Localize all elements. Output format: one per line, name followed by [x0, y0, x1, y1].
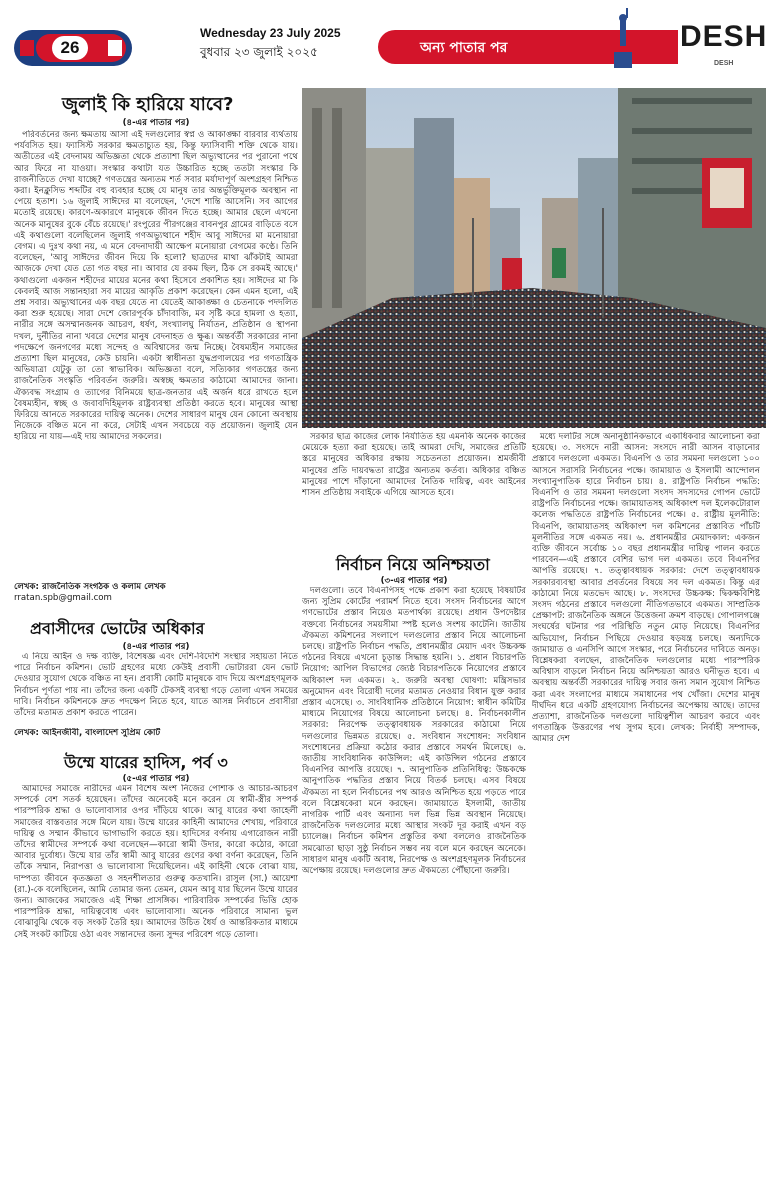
caption-article-text: সরকার ছাত্র কাজের লোক নির্যাতিত হয় এমনকি অনেক কাজের মেয়েকে হত্যা করা হয়েছে। তাই আমরা দেখি, সমাজের প্রতিটি স্তরে মানুষের অধিকার রক্ষায় সচেতনতা প্রয়োজন। শ্রমজীবী মানুষের প্রতি দায়বদ্ধতা রাষ্ট্রের অন্যতম কর্তব্য। অধিকার বঞ্চিত মানুষের পাশে দাঁড়ানো আমাদের নৈতিক দায়িত্ব, এবং আইনের শাসন প্রতিষ্ঠায় সবাইকে এগিয়ে আসতে হবে। [302, 432, 526, 499]
umme-article-title: উম্মে যারের হাদিস, পর্ব ৩ [64, 753, 228, 772]
expat-article-text: এ নিয়ে আইন ও দক্ষ ব্যক্তি, বিশেষজ্ঞ এবং দেশি-বিদেশি সংস্থার সহায়তা নিতে পারে নির্বাচন কমিশন। ভোট গ্রহণের মধ্যে কেউই প্রবাসী ভোটাররা যেন ভোট দেওয়ার সুযোগ থেকে বঞ্চিত না হন। প্রবাসী কোটি মানুষকে বাদ দিয়ে অংশগ্রহণমূলক নির্বাচন পূর্ণতা পায় না। তাঁদের জন্য একটি টেকসই ব্যবস্থা গড়ে তোলা এখন সময়ের দাবি। নির্বাচন কমিশনকে দ্রুত পদক্ষেপ নিতে হবে, যাতে আসন্ন নির্বাচনে প্রবাসীরা তাঁদের মতামত প্রকাশ করতে পারেন। [14, 652, 298, 719]
section-title: অন্য পাতার পর [420, 40, 508, 56]
july-article-continued: (৪-এর পাতার পর) [122, 118, 190, 128]
expat-article-body [14, 652, 298, 728]
expat-article-continued: (৪-এর পাতার পর) [122, 642, 190, 652]
expat-article-footer [14, 728, 298, 740]
expat-article-author: লেখক: আইনজীবী, বাংলাদেশ সুপ্রিম কোর্ট [14, 728, 161, 738]
rally-photo-image [302, 88, 766, 428]
page-number: 26 [52, 36, 88, 60]
election-article-title: নির্বাচন নিয়ে অনিশ্চয়তা [336, 555, 490, 574]
july-article-text: পরিবর্তনের জন্য ক্ষমতায় আসা এই দলগুলোর স্বপ্ন ও আকাঙ্ক্ষা বারবার ব্যর্থতায় পর্যবসিত হয়। ফ্যাসিস্ট সরকার ক্ষমতাচ্যুত হয়, কিন্তু ফ্যাসিবাদী শক্তি থেকে যায়। অতীতের এই বেদনাময় অভিজ্ঞতা থেকে প্রত্যাশা ছিল অভ্যুত্থানের পর পুরানো পথে আর ফিরে না যাওয়া। সংস্কার কথাটা যত উচ্চারিত হচ্ছে ততটা সংস্কার কি রাজনীতিতে দেখা যাচ্ছে? গণতন্ত্রের অন্যতম শর্ত সবার মর্যাদাপূর্ণ অংশগ্রহণ নিশ্চিত করা। ইনক্লুসিভ শব্দটির বহু ব্যবহার হচ্ছে যে মানুষ তার অন্তর্ভুক্তিমূলক অবস্থান না পেয়ে হতাশ। ১৬ জুলাই সাঈদের মা বলেছেন, 'দেশে শান্তি আসেনি। সব আগের মতোই রয়েছে। কারণে-অকারণে মানুষকে জীবন দিতে হচ্ছে। আমার ছেলে এখনো অনেক মানুষের বুকে বেঁচে রয়েছে।' রংপুরের পীরগঞ্জের বাবনপুর গ্রামের বাড়িতে বসে এই কথাগুলো বলেছিলেন জুলাই গণঅভ্যুত্থানে শহীদ আবু সাঈদের মা মনোয়ারা বেগম। এ দুঃখ কথা নয়, এ মনে বেদনাদায়ী আক্ষেপ মনোয়ারা বেগমের কণ্ঠে। তিনি বলেছেন, 'আবু সাঈদের জীবন দিয়ে কি হলো? ছাত্রদের মাথা ঝাঁকটাই আমরা আজকে দেখা যেত তো গত বছর না। আবার যে রকম ছিল, ঠিক সে রকমই আছে।' কথাগুলো একজন শহীদের মায়ের মনের কথা হিসেবে প্রকাশিত হয়। সাঈদের মা কি কেবলই আজ সন্তানহারা সব মায়ের আকৃতি প্রকাশ করেছেন। কেন এমন হলো, এই প্রশ্ন সবার। অভ্যুত্থানের এক বছর যেতে না যেতেই আকাঙ্ক্ষা ও চেতনাকে পদদলিত করা শুরু হয়েছে। সারা দেশে জোরপূর্বক চাঁদাবাজি, মব সৃষ্টি করে হামলা ও হত্যা, নারীর সঙ্গে অসম্মানজনক আচরণ, ধর্ষণ, সংখ্যালঘু নির্যাতন, প্রতিষ্ঠান ও স্থাপনা দখল, দুর্নীতির নানা খবরে দেশের মানুষ বেদনাহত ও ক্ষুব্ধ। অন্তর্বর্তী সরকারের নানা পদক্ষেপে জনগণের মধ্যে সন্দেহ ও অবিশ্বাসের জন্ম নিচ্ছে। বৈষম্যহীন সমাজের প্রত্যাশা ছিল মানুষের, কেউ চায়নি। একটা স্বাধীনতা যুদ্ধপ্রণালয়ের পর গণতান্ত্রিক অভিযাত্রা যেটুকু তা তো স্বাভাবিক। অভিজ্ঞতা বলে, সত্যিকার গণতন্ত্রের জন্য রাজনৈতিক সংস্কৃতি পরিবর্তন জরুরি। অস্বচ্ছ ক্ষমতার কাঠামো আমাদের জানা। ঐক্যবদ্ধ সংগ্রাম ও ত্যাগের বিনিময়ে ছাত্র-জনতার এই অর্জন ধরে রাখতে হলে বৈষম্যহীন, স্বচ্ছ ও জবাবদিহিমূলক রাষ্ট্রব্যবস্থা প্রতিষ্ঠা করতে হবে। মানুষের আস্থা ফিরিয়ে আনতে সরকারের দায়িত্ব অনেক। দেশের সাধারণ মানুষ যেন কোনো অবস্থায় নিজেকে বঞ্চিত মনে না করে, সেটাই এখন সবচেয়ে বড় প্রয়োজন। জুলাই যেন হারিয়ে না যায়—এই দায় আমাদের সকলের। [14, 130, 298, 443]
badge-stripe-left [20, 40, 34, 56]
july-article-email: rratan.spb@gmail.com [14, 593, 112, 604]
election-article-continued: (৩-এর পাতার পর) [380, 576, 448, 586]
masthead-logo-sub: DESH [714, 60, 734, 67]
umme-article-body [14, 784, 298, 1182]
date-bangla: বুধবার ২৩ জুলাই ২০২৫ [200, 45, 318, 59]
rally-photo [302, 88, 766, 428]
july-article-body [14, 130, 298, 580]
election-article-body [302, 586, 526, 1182]
caption-article-body [302, 432, 526, 536]
july-article-title: জুলাই কি হারিয়ে যাবে? [62, 94, 234, 115]
page-header [0, 0, 770, 82]
umme-article-continued: (৫-এর পাতার পর) [122, 774, 190, 784]
expat-article-title: প্রবাসীদের ভোটের অধিকার [30, 619, 205, 638]
july-article-footer [14, 582, 298, 608]
date-english: Wednesday 23 July 2025 [200, 26, 341, 40]
statue-of-liberty-icon [612, 8, 634, 68]
umme-article-text: আমাদের সমাজে নারীদের এমন বিশেষ অংশ নিজের পোশাক ও আচার-আচরণ সম্পর্কে বেশ সতর্ক হয়েছেন। তাঁদের অনেকেই মনে করেন যে স্বামী-স্ত্রীর সম্পর্ক পারস্পরিক শ্রদ্ধা ও ভালোবাসার ওপর দাঁড়িয়ে থাকে। আবু যারের কথা জাহেলী সমাজের বাস্তবতার সঙ্গে মিলে যায়। উম্মে যারের কাহিনী আমাদের শেখায়, পরিবারে দায়িত্ব ও সম্মান কীভাবে ভাগাভাগি করতে হয়। হাদিসের বর্ণনায় এগারোজন নারী তাঁদের স্বামীদের সম্পর্কে কথা বলেছেন—কারো স্বামী উদার, কারো কঠোর, কারো আবার দুর্বোধ্য। উম্মে যার তাঁর স্বামী আবু যারের গুণের কথা বর্ণনা করেছেন, তিনি তাঁকে সম্মান, নিরাপত্তা ও ভালোবাসা দিয়েছিলেন। এই কাহিনী থেকে বোঝা যায়, দাম্পত্য জীবনে কৃতজ্ঞতা ও সহনশীলতার গুরুত্ব কতখানি। রাসুল (সা.) আয়েশা (রা.)-কে বলেছিলেন, আমি তোমার জন্য তেমন, যেমন আবু যার ছিলেন উম্মে যারের জন্য। আজকের সমাজেও এই শিক্ষা প্রাসঙ্গিক। পারিবারিক সম্পর্কের ভিত্তি হোক পারস্পরিক শ্রদ্ধা, দায়িত্ববোধ এবং ভালোবাসা। অনেক পরিবারে সামান্য ভুল বোঝাবুঝি থেকে বড় সংকট তৈরি হয়। আমাদের উচিত ধৈর্য ও আন্তরিকতার মাধ্যমে সেই সংকট কাটিয়ে ওঠা এবং সন্তানদের জন্য সুন্দর পরিবেশ গড়ে তোলা। [14, 784, 298, 940]
badge-stripe-right [108, 40, 122, 56]
right-column-body [532, 432, 760, 1182]
july-article-author: লেখক: রাজনৈতিক সংগঠক ও কলাম লেখক [14, 582, 166, 592]
right-column-text: মধ্যে দলটির সঙ্গে অনানুষ্ঠানিকভাবে একাধিকবার আলোচনা করা হয়েছে। ৩. সংসদে নারী আসন: সংসদে নারী আসন বাড়ানোর প্রস্তাবে দলগুলো একমত। বিএনপি ও তার সমমনা দলগুলো ১০০ আসনে সরাসরি নির্বাচনের পক্ষে। জামায়াত ও ইসলামী আন্দোলন সংখ্যানুপাতিক হারে নির্বাচন চায়। ৪. রাষ্ট্রপতি নির্বাচন পদ্ধতি: বিএনপি ও তার সমমনা দলগুলো সংসদ সদস্যদের গোপন ভোটে রাষ্ট্রপতি নির্বাচনের পক্ষে। জামায়াতসহ অধিকাংশ দল ইলেকটোরাল কলেজ পদ্ধতিতে রাষ্ট্রপতি নির্বাচনের পক্ষে। ৫. রাষ্ট্রীয় মূলনীতি: বিএনপি, জামায়াতসহ অধিকাংশ দল কমিশনের প্রস্তাবিত পাঁচটি মূলনীতির সঙ্গে একমত নয়। ৬. প্রধানমন্ত্রীর মেয়াদকাল: একজন ব্যক্তি জীবনে সর্বোচ্চ ১০ বছর প্রধানমন্ত্রীর দায়িত্ব পালন করতে পারবেন—এই প্রস্তাবে বেশির ভাগ দল একমত। তবে বিএনপির আপত্তি রয়েছে। ৭. তত্ত্বাবধায়ক সরকার: দেশে তত্ত্বাবধায়ক সরকারব্যবস্থা আবার প্রবর্তনের বিষয়ে সব দল একমত। কিন্তু এর কাঠামো নিয়ে মতভেদ আছে। ৮. সংসদের উচ্চকক্ষ: দ্বিকক্ষবিশিষ্ট সংসদ গঠনের প্রস্তাবে দলগুলো নীতিগতভাবে একমত। সাম্প্রতিক প্রেক্ষাপট: রাজনৈতিক অঙ্গনে উত্তেজনা ক্রমশ বাড়ছে। গোপালগঞ্জে সংঘর্ষের ঘটনার পর পরিস্থিতি নতুন মোড় নিয়েছে। বিএনপির অভিযোগ, নির্বাচন পিছিয়ে দেওয়ার ষড়যন্ত্র চলছে। অন্যদিকে জামায়াত ও এনসিপি আগে সংস্কার, পরে নির্বাচনের দাবিতে অনড়। বিশ্লেষকরা বলছেন, রাজনৈতিক দলগুলোর মধ্যে পারস্পরিক অবিশ্বাস বাড়লে নির্বাচন নিয়ে অনিশ্চয়তা আরও ঘনীভূত হবে। এ অবস্থায় অন্তর্বর্তী সরকারের দায়িত্ব সবার জন্য সমান সুযোগ নিশ্চিত করা এবং সংলাপের মাধ্যমে সমাধানের পথ খোঁজা। দেশের মানুষ দীর্ঘদিন ধরে একটি গ্রহণযোগ্য নির্বাচনের অপেক্ষায় আছে। তাদের প্রত্যাশা, রাজনৈতিক দলগুলো দায়িত্বশীল আচরণ করবে এবং গণতান্ত্রিক উত্তরণের পথ সুগম হবে। লেখক: নির্বাহী সম্পাদক, আমার দেশ [532, 432, 760, 745]
election-article-text: দলগুলো। তবে বিএনপিসহ পক্ষে প্রকাশ করা হয়েছে বিষয়টির জন্য সুপ্রিম কোর্টের পরামর্শ নিতে হবে। সংসদ নির্বাচনের আগে গণভোটের প্রস্তাব নিয়েও মতপার্থক্য রয়েছে। প্রধান উপদেষ্টার বক্তব্যে নির্বাচনের সময়সীমা স্পষ্ট হলেও সংশয় কাটেনি। জাতীয় ঐকমত্য কমিশনের সংলাপে দলগুলোর প্রস্তাব নিয়ে আলোচনা চলছে। রাষ্ট্রপতি নির্বাচন পদ্ধতি, প্রধানমন্ত্রীর মেয়াদ এবং উচ্চকক্ষ গঠনের বিষয়ে এখনো চূড়ান্ত সিদ্ধান্ত হয়নি। ১. প্রধান বিচারপতি নিয়োগ: আপিল বিভাগের জ্যেষ্ঠ বিচারপতিকে নিয়োগের প্রস্তাবে অধিকাংশ দল একমত। ২. জরুরি অবস্থা ঘোষণা: মন্ত্রিসভার অনুমোদন এবং বিরোধী দলের মতামত নেওয়ার বিধান যুক্ত করার প্রস্তাব এসেছে। ৩. সাংবিধানিক প্রতিষ্ঠানে নিয়োগ: স্বাধীন কমিটির মাধ্যমে নিয়োগের বিষয়ে আলোচনা চলছে। ৪. নির্বাচনকালীন সরকার: নিরপেক্ষ তত্ত্বাবধায়ক সরকারের কাঠামো নিয়ে দলগুলোর ভিন্নমত রয়েছে। ৫. সংবিধান সংশোধন: সংবিধান সংশোধনের প্রক্রিয়া কঠোর করার প্রস্তাবে সমর্থন মিলেছে। ৬. জাতীয় সাংবিধানিক কাউন্সিল: এই কাউন্সিল গঠনের প্রস্তাবে বিএনপির আপত্তি রয়েছে। ৭. আনুপাতিক প্রতিনিধিত্ব: উচ্চকক্ষে আনুপাতিক পদ্ধতির প্রস্তাব নিয়ে বিতর্ক চলছে। এসব বিষয়ে ঐকমত্য না হলে নির্বাচনের পথ আরও অনিশ্চিত হয়ে পড়তে পারে বলে বিশ্লেষকেরা মনে করছেন। জামায়াতে ইসলামী, জাতীয় নাগরিক পার্টি এবং অন্যান্য দল ভিন্ন ভিন্ন অবস্থান নিয়েছে। রাজনৈতিক দলগুলোর মধ্যে আস্থার সংকট দূর করাই এখন বড় চ্যালেঞ্জ। নির্বাচন কমিশন প্রস্তুতির কথা বললেও রাজনৈতিক সমঝোতা ছাড়া সুষ্ঠু নির্বাচন সম্ভব নয় বলে মনে করছেন অনেকে। সাধারণ মানুষ একটি অবাধ, নিরপেক্ষ ও অংশগ্রহণমূলক নির্বাচনের অপেক্ষায় রয়েছে। দলগুলোর দ্রুত ঐকমত্যে পৌঁছানো জরুরি। [302, 586, 526, 877]
masthead-logo: DESH [680, 20, 768, 53]
